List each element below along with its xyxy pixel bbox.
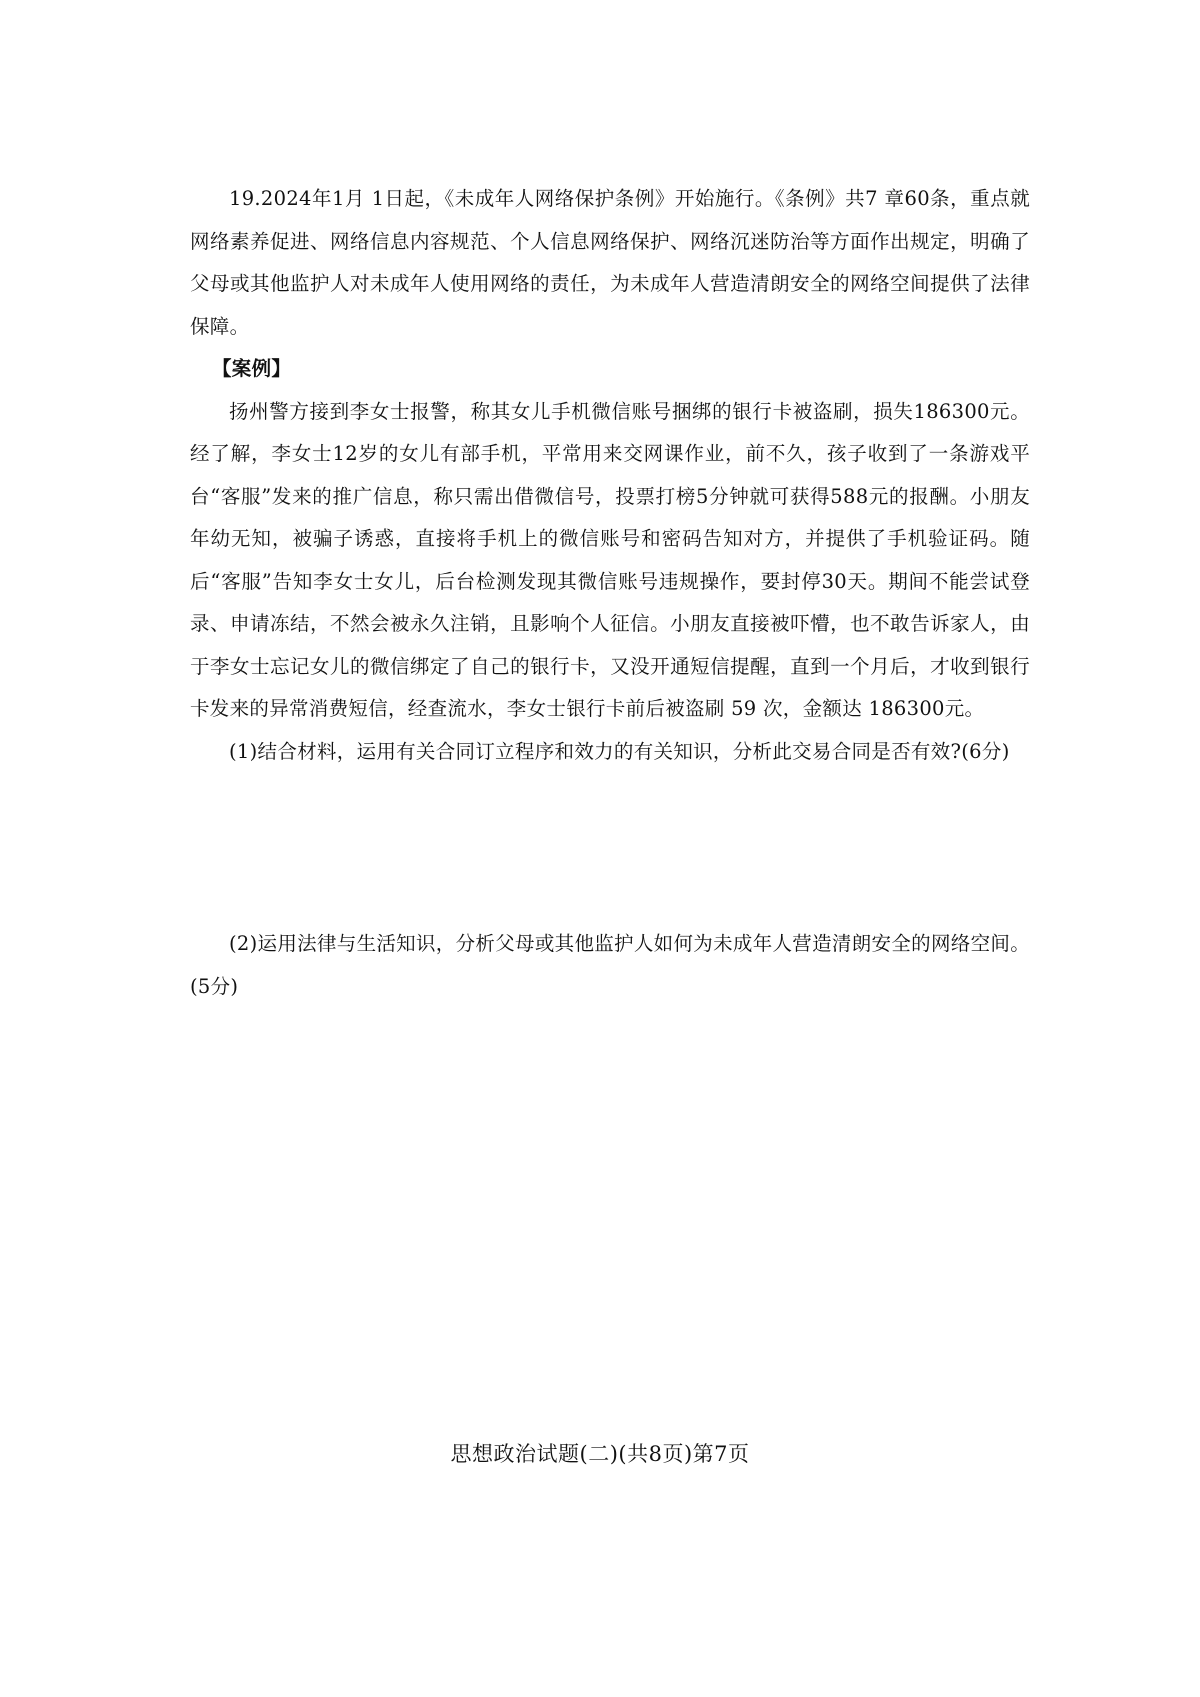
sub-question-1: (1)结合材料，运用有关合同订立程序和效力的有关知识，分析此交易合同是否有效?(6分) — [229, 739, 1010, 763]
sub-question-2: (2)运用法律与生活知识，分析父母或其他监护人如何为未成年人营造清朗安全的网络空间。(5分) — [190, 932, 1030, 998]
case-text: 扬州警方接到李女士报警，称其女儿手机微信账号捆绑的银行卡被盗刷，损失186300元。经了解，李女士12岁的女儿有部手机，平常用来交网课作业，前不久，孩子收到了一条游戏平台“客服”发来的推广信息，称只需出借微信号，投票打榜5分钟就可获得588元的报酬。小朋友年幼无知，被骗子诱惑，直接将手机上的微信账号和密码告知对方，并提供了手机验证码。随后“客服”告知李女士女儿，后台检测发现其微信账号违规操作，要封停30天。期间不能尝试登录、申请冻结，不然会被永久注销，且影响个人征信。小朋友直接被吓懵，也不敢告诉家人，由于李女士忘记女儿的微信绑定了自己的银行卡，又没开通短信提醒，直到一个月后，才收到银行卡发来的异常消费短信，经查流水，李女士银行卡前后被盗刷 59 次，金额达 186300元。 — [190, 399, 1030, 720]
page-footer: 思想政治试题(二)(共8页)第7页 — [450, 1442, 750, 1466]
question-content — [190, 178, 1030, 1008]
question-intro: 19.2024年1月 1日起，《未成年人网络保护条例》开始施行。《条例》共7 章60条，重点就网络素养促进、网络信息内容规范、个人信息网络保护、网络沉迷防治等方面作出规定，明确了父母或其他监护人对未成年人使用网络的责任，为未成年人营造清朗安全的网络空间提供了法律保障。 — [190, 187, 1030, 338]
case-heading: 【案例】 — [212, 357, 292, 380]
